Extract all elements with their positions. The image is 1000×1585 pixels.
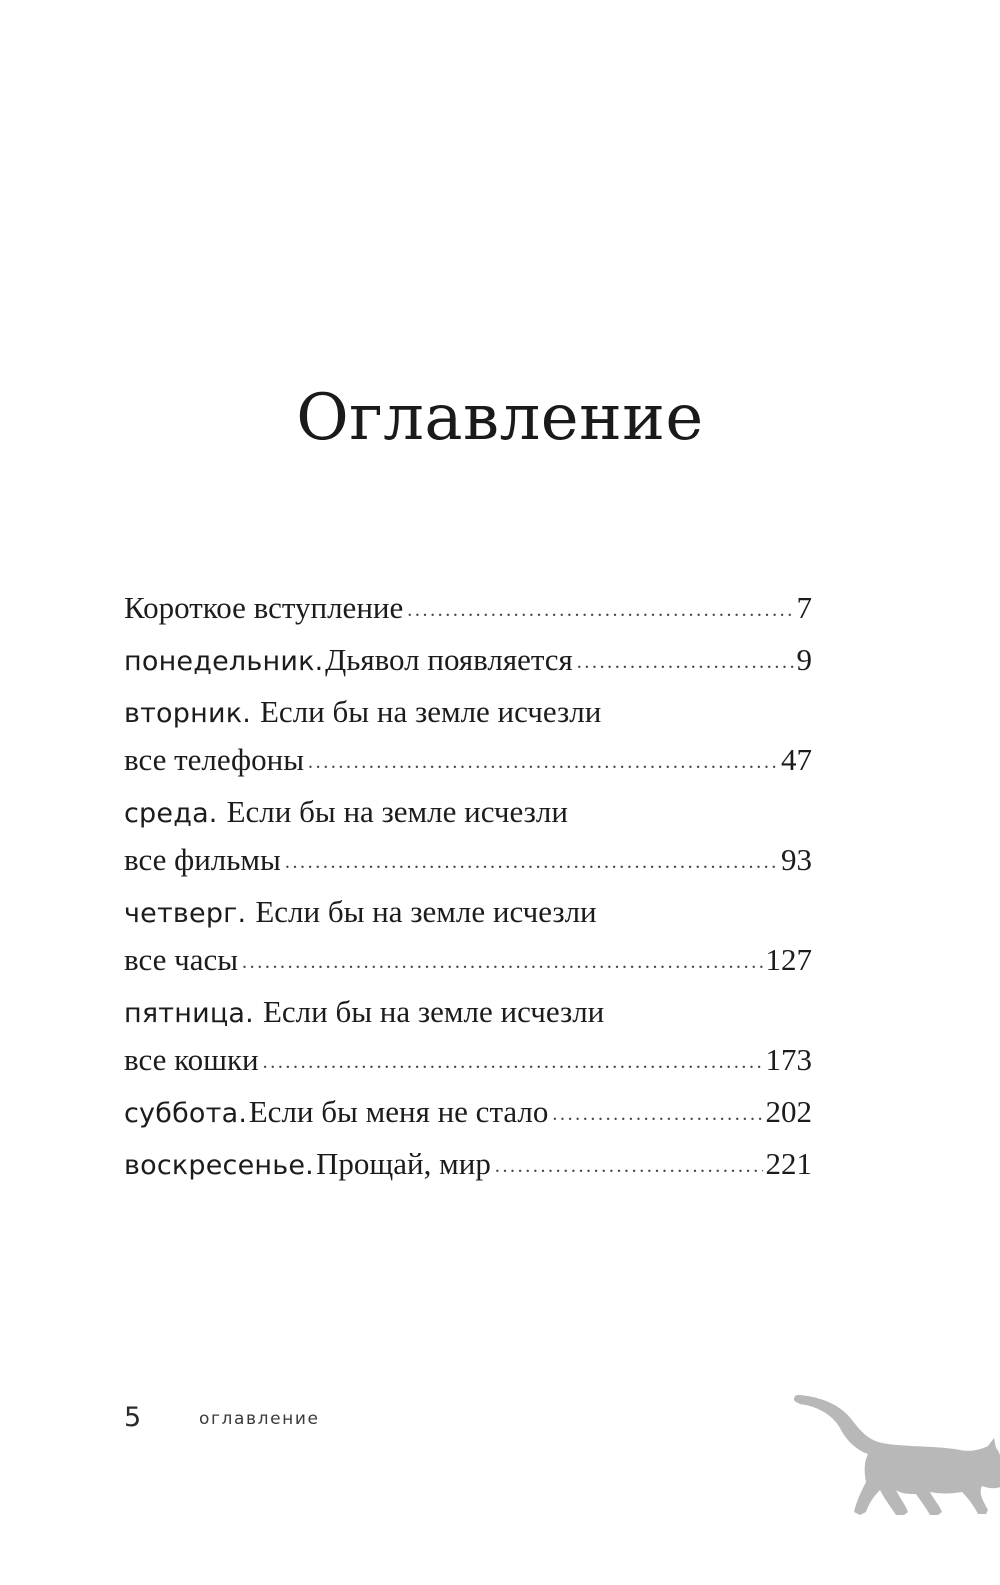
dot-leader xyxy=(263,1038,763,1086)
toc-entry-title: Если бы на земле исчезли xyxy=(262,994,605,1029)
toc-line xyxy=(124,888,812,936)
toc-line xyxy=(124,736,812,784)
dot-leader xyxy=(242,938,762,986)
toc-day-label: понедельник. xyxy=(124,646,324,677)
dot-leader xyxy=(285,838,778,886)
toc-entry-friday[interactable] xyxy=(124,988,812,1084)
toc-line xyxy=(124,584,812,632)
dot-leader xyxy=(308,738,778,786)
toc-entry-title-continued: все часы xyxy=(124,942,239,977)
toc-entry-title-continued: все кошки xyxy=(124,1042,259,1077)
toc-entry-title: Если бы на земле исчезли xyxy=(226,794,568,829)
toc-entry-title: Если бы на земле исчезли xyxy=(255,894,597,929)
toc-line xyxy=(124,1088,812,1136)
toc-day-label: суббота. xyxy=(124,1098,248,1129)
toc-entry-tuesday[interactable] xyxy=(124,688,812,784)
toc-line xyxy=(124,836,812,884)
toc-line xyxy=(124,636,812,684)
toc-page-number: 9 xyxy=(796,642,812,677)
toc-page-number: 7 xyxy=(796,590,812,625)
dot-leader xyxy=(407,586,793,634)
toc-entry-title: Если бы меня не стало xyxy=(248,1094,549,1129)
toc-page-number: 173 xyxy=(765,1042,812,1077)
dot-leader xyxy=(552,1090,762,1138)
running-head: оглавление xyxy=(199,1409,320,1429)
toc-line xyxy=(124,788,812,836)
table-of-contents xyxy=(124,584,812,1192)
toc-entry-title: Прощай, мир xyxy=(316,1146,491,1181)
toc-day-label: вторник. xyxy=(124,698,251,729)
toc-line xyxy=(124,1140,812,1188)
toc-day-label: среда. xyxy=(124,798,218,829)
toc-entry-monday[interactable] xyxy=(124,636,812,684)
toc-entry-thursday[interactable] xyxy=(124,888,812,984)
toc-line xyxy=(124,988,812,1036)
toc-day-label: воскресенье. xyxy=(124,1150,314,1181)
cat-silhouette-icon xyxy=(790,1390,1000,1515)
toc-entry-title-continued: все фильмы xyxy=(124,842,281,877)
toc-entry-title: Короткое вступление xyxy=(124,590,404,625)
toc-line xyxy=(124,1036,812,1084)
toc-entry-sunday[interactable] xyxy=(124,1140,812,1188)
page-title: Оглавление xyxy=(296,381,704,455)
toc-day-label: пятница. xyxy=(124,998,254,1029)
footer-page-number: 5 xyxy=(124,1402,142,1433)
toc-entry-title-continued: все телефоны xyxy=(124,742,305,777)
toc-entry-saturday[interactable] xyxy=(124,1088,812,1136)
toc-entry-title: Если бы на земле исчезли xyxy=(260,694,602,729)
toc-day-label: четверг. xyxy=(124,898,247,929)
toc-entry-title: Дьявол появляется xyxy=(325,642,573,677)
dot-leader xyxy=(577,638,794,686)
toc-line xyxy=(124,936,812,984)
toc-entry-intro[interactable] xyxy=(124,584,812,632)
toc-entry-wednesday[interactable] xyxy=(124,788,812,884)
toc-line xyxy=(124,688,812,736)
toc-page-number: 221 xyxy=(765,1146,812,1181)
toc-page-number: 93 xyxy=(781,842,812,877)
dot-leader xyxy=(495,1142,763,1190)
toc-page-number: 127 xyxy=(765,942,812,977)
toc-page-number: 202 xyxy=(765,1094,812,1129)
toc-page-number: 47 xyxy=(781,742,812,777)
